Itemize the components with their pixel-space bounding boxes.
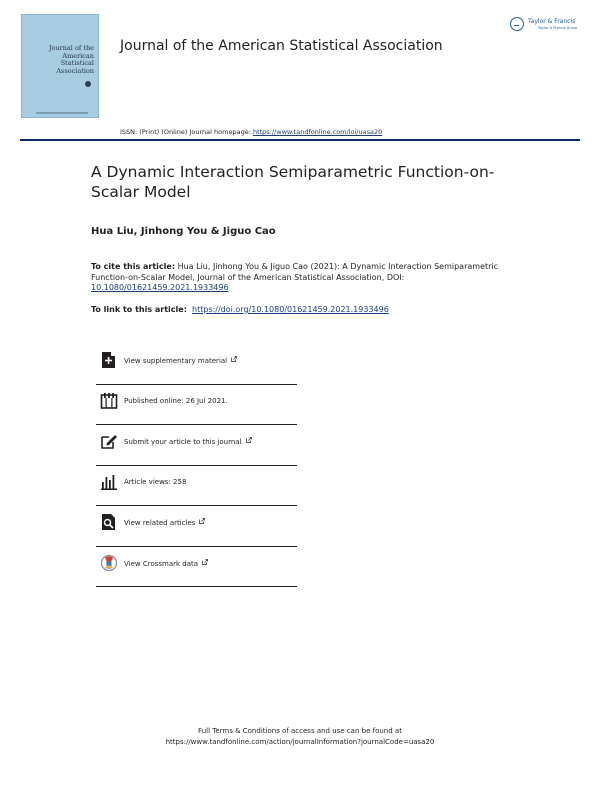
publisher-logo-subtext: Taylor & Francis Group xyxy=(538,26,578,30)
footer-terms-text: Full Terms & Conditions of access and use can be found at xyxy=(198,727,402,735)
journal-homepage-link[interactable]: https://www.tandfonline.com/loi/uasa20 xyxy=(252,128,383,136)
publisher-logo-icon xyxy=(510,17,524,31)
article-authors: Hua Liu, Jinhong You & Jiguo Cao xyxy=(91,226,276,237)
terms-footer xyxy=(0,726,600,748)
header-divider xyxy=(20,139,580,141)
doi-link[interactable]: 10.1080/01621459.2021.1933496 xyxy=(91,283,229,292)
external-link-icon xyxy=(231,356,237,362)
external-link-icon xyxy=(246,437,252,443)
publisher-logo[interactable] xyxy=(510,17,582,35)
link-label: To link to this article: xyxy=(91,305,187,314)
cite-label: To cite this article: xyxy=(91,262,176,271)
cite-text: Hua Liu, Jinhong You & Jiguo Cao (2021): A Dynamic Interaction Semiparametric Function-on-Scalar Model, Journal of the American Statistical Association, DOI: xyxy=(91,262,499,282)
issn-line xyxy=(120,128,382,136)
publisher-logo-text: Taylor & Francis xyxy=(528,18,576,25)
footer-terms-url[interactable]: https://www.tandfonline.com/action/journalInformation?journalCode=uasa20 xyxy=(165,738,435,746)
pencil-edit-icon xyxy=(100,432,118,450)
related-articles-item[interactable] xyxy=(96,506,297,547)
article-title: A Dynamic Interaction Semiparametric Function-on-Scalar Model xyxy=(91,163,495,201)
crossmark-icon xyxy=(100,554,118,572)
bar-chart-icon xyxy=(100,473,118,491)
cover-title: Journal of the American Statistical Association xyxy=(48,44,94,75)
journal-cover-image xyxy=(21,14,99,118)
external-link-icon xyxy=(202,559,208,565)
published-online-date: Published online: 26 Jul 2021. xyxy=(124,396,228,405)
search-document-icon xyxy=(100,513,118,531)
crossmark-link[interactable]: View Crossmark data xyxy=(124,559,208,568)
cover-divider xyxy=(36,112,88,114)
journal-title: Journal of the American Statistical Association xyxy=(120,38,443,54)
submit-article-item[interactable] xyxy=(96,425,297,466)
article-info-list xyxy=(96,344,297,587)
supplementary-material-link[interactable]: View supplementary material xyxy=(124,356,237,365)
article-url-link[interactable]: https://doi.org/10.1080/01621459.2021.1933496 xyxy=(192,305,389,314)
submit-article-link[interactable]: Submit your article to this journal xyxy=(124,437,252,446)
citation-block xyxy=(91,262,511,294)
article-views-item xyxy=(96,466,297,507)
crossmark-item[interactable] xyxy=(96,547,297,588)
article-views-count: Article views: 258 xyxy=(124,477,187,486)
cover-seal-icon xyxy=(85,81,91,87)
plus-document-icon xyxy=(100,351,118,369)
external-link-icon xyxy=(199,518,205,524)
related-articles-link[interactable]: View related articles xyxy=(124,518,205,527)
supplementary-material-item[interactable] xyxy=(96,344,297,385)
article-link-line xyxy=(91,305,389,314)
calendar-icon xyxy=(100,392,118,410)
published-online-item xyxy=(96,385,297,426)
issn-text: ISSN: (Print) (Online) Journal homepage: xyxy=(120,128,253,136)
